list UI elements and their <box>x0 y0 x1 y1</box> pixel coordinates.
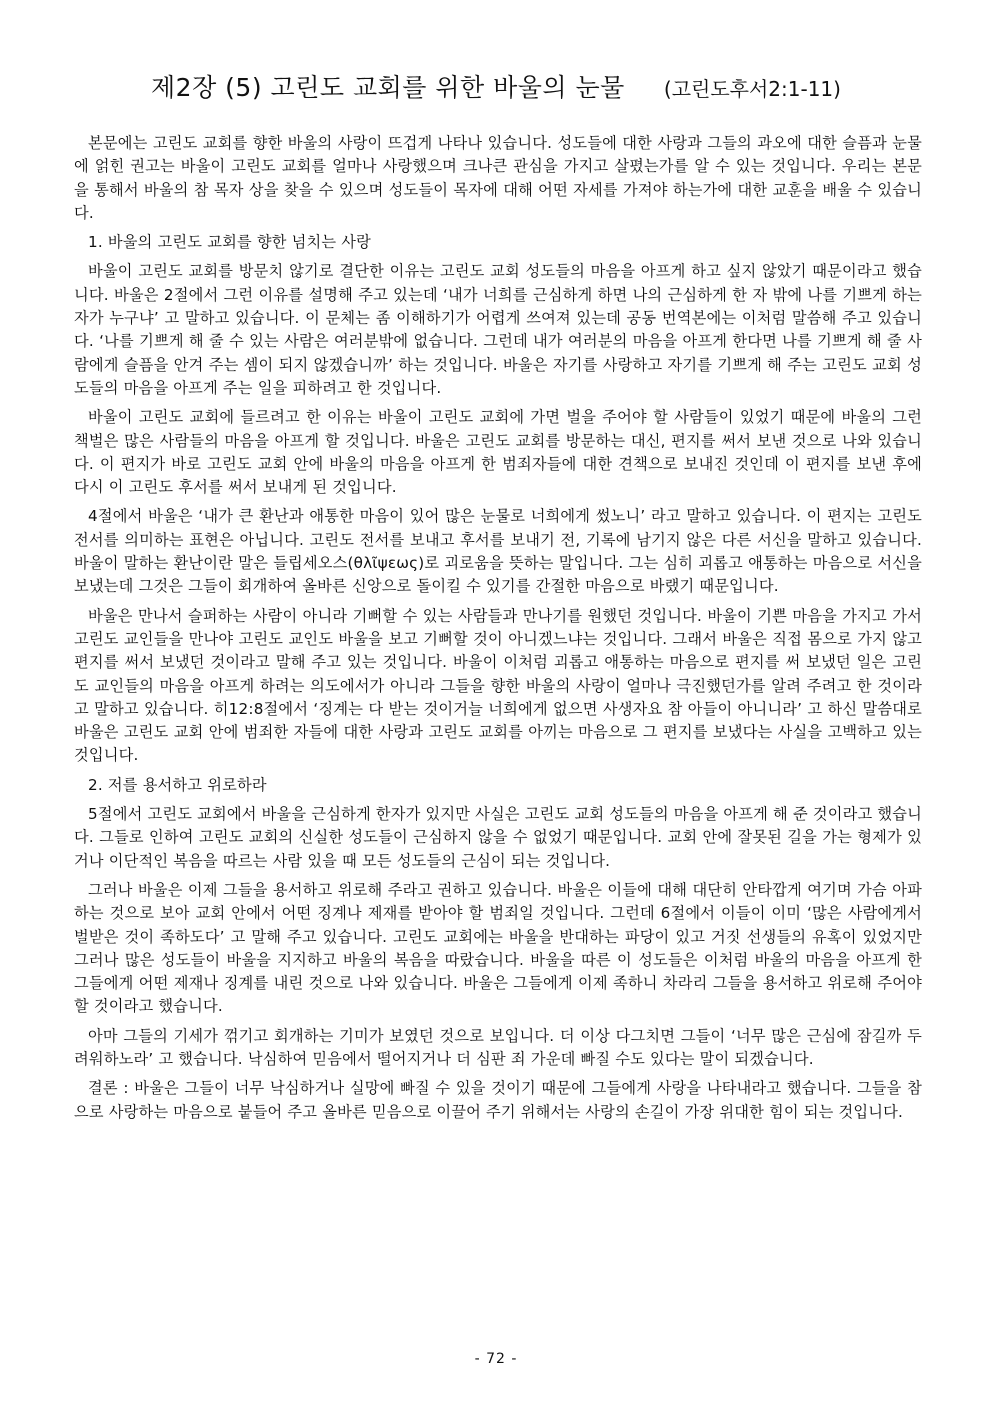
section-heading-1: 1. 바울의 고린도 교회를 향한 넘치는 사랑 <box>88 233 371 252</box>
page-number: - 72 - <box>474 1351 518 1367</box>
title-row <box>0 68 992 104</box>
paragraph: 바울이 고린도 교회를 방문치 않기로 결단한 이유는 고린도 교회 성도들의 마음을 아프게 하고 싶지 않았기 때문이라고 했습니다. 바울은 2절에서 그런 이유를 설명해 주고 있는데 ‘내가 너희를 근심하게 하면 나의 근심하게 한 자 밖에 나를 기쁘게 하는 자가 누구냐’ 고 말하고 있습니다. 이 문체는 좀 이해하기가 어렵게 쓰여져 있는데 공동 번역본에는 이처럼 말씀해 주고 있습니다. ‘나를 기쁘게 해 줄 수 있는 사람은 여러분밖에 없습니다. 그런데 내가 여러분의 마음을 아프게 한다면 나를 기쁘게 해 줄 사람에게 슬픔을 안겨 주는 셈이 되지 않겠습니까’ 하는 것입니다. 바울은 자기를 사랑하고 자기를 기쁘게 해 주는 고린도 교회 성도들의 마음을 아프게 주는 일을 피하려고 한 것입니다. <box>74 262 922 397</box>
paragraph: 바울이 고린도 교회에 들르려고 한 이유는 바울이 고린도 교회에 가면 벌을 주어야 할 사람들이 있었기 때문에 바울의 그런 책벌은 많은 사람들의 마음을 아프게 할 것입니다. 바울은 고린도 교회를 방문하는 대신, 편지를 써서 보낸 것으로 나와 있습니다. 이 편지가 바로 고린도 교회 안에 바울의 마음을 아프게 한 범죄자들에 대한 견책으로 보내진 것인데 이 편지를 보낸 후에 다시 이 고린도 후서를 써서 보내게 된 것입니다. <box>74 408 922 497</box>
body-text <box>74 132 922 1130</box>
paragraph-intro: 본문에는 고린도 교회를 향한 바울의 사랑이 뜨겁게 나타나 있습니다. 성도들에 대한 사랑과 그들의 과오에 대한 슬픔과 눈물에 얽힌 권고는 바울이 고린도 교회를 얼마나 사랑했으며 크나큰 관심을 가지고 살폈는가를 알 수 있는 것입니다. 우리는 본문을 통해서 바울의 참 목자 상을 찾을 수 있으며 성도들이 목자에 대해 어떤 자세를 가져야 하는가에 대한 교훈을 배울 수 있습니다. <box>74 134 922 222</box>
page-title: 제2장 (5) 고린도 교회를 위한 바울의 눈물 <box>151 73 625 102</box>
paragraph: 바울은 만나서 슬퍼하는 사람이 아니라 기뻐할 수 있는 사람들과 만나기를 원했던 것입니다. 바울이 기쁜 마음을 가지고 가서 고린도 교인들을 만나야 고린도 교인도 바울을 보고 기뻐할 것이 아니겠느냐는 것입니다. 그래서 바울은 직접 몸으로 가지 않고 편지를 써서 보냈던 것이라고 말해 주고 있는 것입니다. 바울이 이처럼 괴롭고 애통하는 마음으로 편지를 써 보냈던 일은 고린도 교인들의 마음을 아프게 하려는 의도에서가 아니라 그들을 향한 바울의 사랑이 얼마나 극진했던가를 알려 주려고 한 것이라고 말하고 있습니다. 히12:8절에서 ‘징계는 다 받는 것이거늘 너희에게 없으면 사생자요 참 아들이 아니니라’ 고 하신 말씀대로 바울은 고린도 교회 안에 범죄한 자들에 대한 사랑과 고린도 교회를 아끼는 마음으로 그 편지를 보냈다는 사실을 고백하고 있는 것입니다. <box>74 606 922 765</box>
paragraph: 5절에서 고린도 교회에서 바울을 근심하게 한자가 있지만 사실은 고린도 교회 성도들의 마음을 아프게 해 준 것이라고 했습니다. 그들로 인하여 고린도 교회의 신실한 성도들이 근심하지 않을 수 없었기 때문입니다. 교회 안에 잘못된 길을 가는 형제가 있거나 이단적인 복음을 따르는 사람 있을 때 모든 성도들의 근심이 되는 것입니다. <box>74 805 923 870</box>
scripture-reference: (고린도후서2:1-11) <box>663 77 841 101</box>
paragraph-conclusion: 결론 : 바울은 그들이 너무 낙심하거나 실망에 빠질 수 있을 것이기 때문에 그들에게 사랑을 나타내라고 했습니다. 그들을 참으로 사랑하는 마음으로 붙들어 주고 올바른 믿음으로 이끌어 주기 위해서는 사랑의 손길이 가장 위대한 힘이 되는 것입니다. <box>74 1079 922 1121</box>
paragraph: 4절에서 바울은 ‘내가 큰 환난과 애통한 마음이 있어 많은 눈물로 너희에게 썼노니’ 라고 말하고 있습니다. 이 편지는 고린도 전서를 의미하는 표현은 아닙니다. 고린도 전서를 보내고 후서를 보내기 전, 기록에 남기지 않은 다른 서신을 말하고 있습니다. 바울이 말하는 환난이란 말은 들립세오스(θλῖψεως)로 괴로움을 뜻하는 말입니다. 그는 심히 괴롭고 애통하는 마음으로 서신을 보냈는데 그것은 그들이 회개하여 올바른 신앙으로 돌이킬 수 있기를 간절한 마음으로 바랬기 때문입니다. <box>74 507 922 596</box>
section-heading-2: 2. 저를 용서하고 위로하라 <box>88 775 267 794</box>
paragraph: 그러나 바울은 이제 그들을 용서하고 위로해 주라고 권하고 있습니다. 바울은 이들에 대해 대단히 안타깝게 여기며 가슴 아파하는 것으로 보아 교회 안에서 어떤 징계나 제재를 받아야 할 범죄일 것입니다. 그런데 6절에서 이들이 이미 ‘많은 사람에게서 벌받은 것이 족하도다’ 고 말해 주고 있습니다. 고린도 교회에는 바울을 반대하는 파당이 있고 거짓 선생들의 유혹이 있었지만 그러나 많은 성도들이 바울을 지지하고 바울의 복음을 따랐습니다. 바울을 따른 이 성도들은 이처럼 바울의 마음을 아프게 한 그들에게 어떤 제재나 징계를 내린 것으로 나와 있습니다. 바울은 그들에게 이제 족하니 차라리 그들을 용서하고 위로해 주어야 할 것이라고 했습니다. <box>74 880 922 1016</box>
paragraph: 아마 그들의 기세가 꺾기고 회개하는 기미가 보였던 것으로 보입니다. 더 이상 다그치면 그들이 ‘너무 많은 근심에 잠길까 두려워하노라’ 고 했습니다. 낙심하여 믿음에서 떨어지거나 더 심판 죄 가운데 빠질 수도 있다는 말이 되겠습니다. <box>74 1026 922 1068</box>
